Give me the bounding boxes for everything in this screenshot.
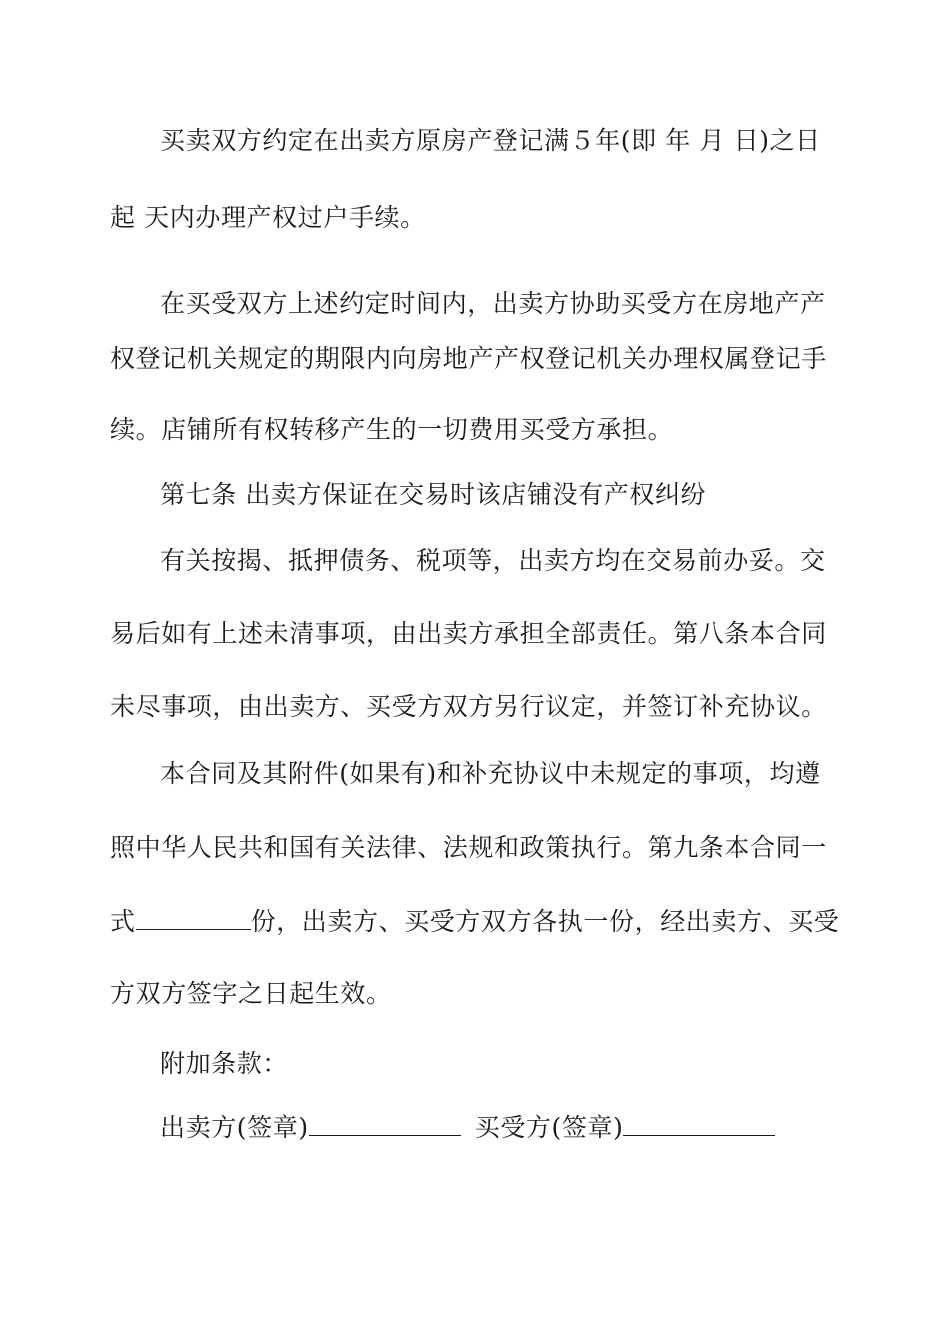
paragraph-line-9: 未尽事项，由出卖方、买受方双方另行议定，并签订补充协议。 — [110, 692, 827, 721]
paragraph-line-2: 起 天内办理产权过户手续。 — [110, 203, 426, 232]
copies-count-blank[interactable] — [136, 907, 251, 930]
article-seven-heading: 第七条 出卖方保证在交易时该店铺没有产权纠纷 — [160, 480, 707, 509]
paragraph-line-10: 本合同及其附件(如果有)和补充协议中未规定的事项，均遵 — [160, 759, 821, 788]
paragraph-line-5: 续。店铺所有权转移产生的一切费用买受方承担。 — [110, 415, 674, 444]
paragraph-line-8: 易后如有上述未清事项，由出卖方承担全部责任。第八条本合同 — [110, 619, 827, 648]
paragraph-line-3: 在买受双方上述约定时间内，出卖方协助买受方在房地产产 — [160, 289, 826, 318]
seller-signature-label: 出卖方(签章) — [160, 1113, 309, 1142]
signature-line — [160, 1111, 900, 1145]
seller-signature-blank[interactable] — [309, 1113, 461, 1136]
paragraph-line-7: 有关按揭、抵押债务、税项等，出卖方均在交易前办妥。交 — [160, 546, 826, 575]
buyer-signature-blank[interactable] — [623, 1113, 775, 1136]
paragraph-line-11: 照中华人民共和国有关法律、法规和政策执行。第九条本合同一 — [110, 833, 827, 862]
paragraph-line-1: 买卖双方约定在出卖方原房产登记满５年(即 年 月 日)之日 — [160, 126, 821, 155]
copies-suffix: 份，出卖方、买受方双方各执一份，经出卖方、买受 — [250, 907, 840, 936]
copies-prefix: 式 — [110, 907, 136, 936]
additional-terms-label: 附加条款： — [160, 1049, 289, 1078]
copies-line — [110, 905, 850, 939]
paragraph-line-4: 权登记机关规定的期限内向房地产产权登记机关办理权属登记手 — [110, 344, 827, 373]
buyer-signature-label: 买受方(签章) — [474, 1113, 624, 1142]
effective-line: 方双方签字之日起生效。 — [110, 979, 392, 1008]
